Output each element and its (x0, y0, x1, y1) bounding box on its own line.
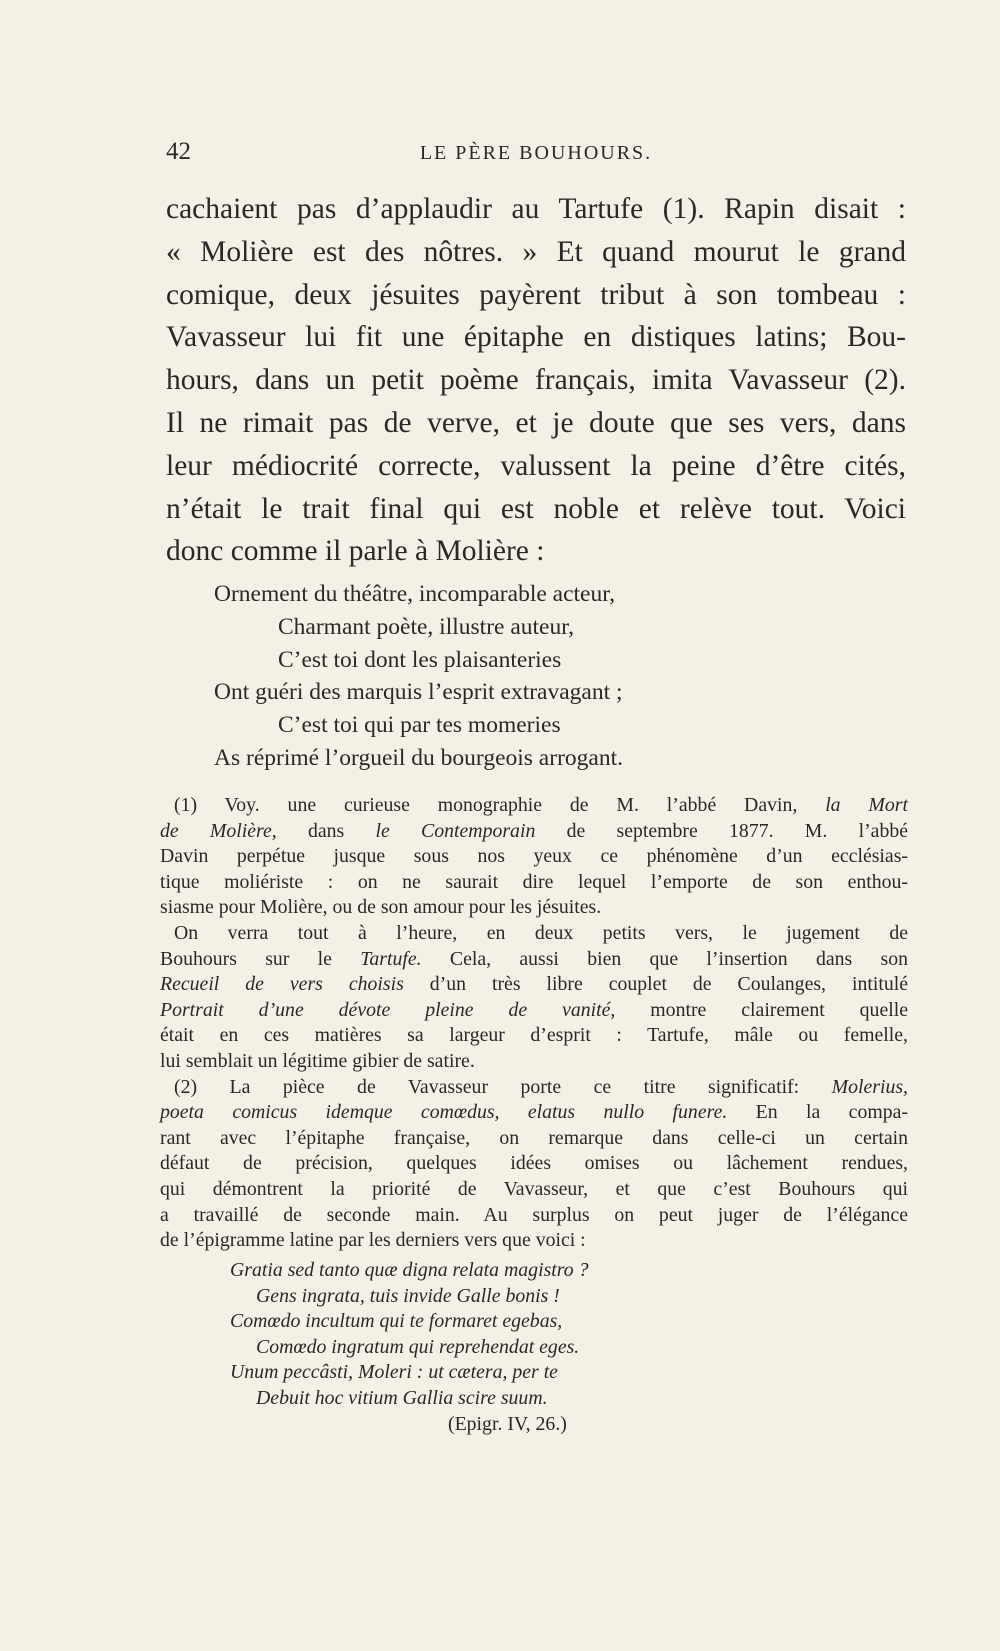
footnote-text: (1) Voy. une curieuse monographie de M. l’abbé Davin, (174, 794, 826, 816)
italic-text: Portrait d’une dévote pleine de vanité, (160, 998, 616, 1021)
footnote-text: En la compa- (727, 1101, 908, 1124)
footnote-line (160, 870, 908, 896)
footnote-text: qui démontrent la priorité de Vavasseur, et que c’est Bouhours qui (160, 1177, 908, 1200)
footnote-text: On verra tout à l’heure, en deux petits vers, le jugement de (174, 921, 908, 944)
running-title: LE PÈRE BOUHOURS. (419, 142, 653, 164)
footnote-line (160, 895, 908, 921)
footnote-line (160, 972, 908, 998)
italic-text: de Molière, (160, 819, 277, 842)
body-line: Vavasseur lui fit une épitaphe en distiques latins; Bou- (166, 321, 906, 354)
body-paragraph (166, 188, 906, 573)
footnote-text: Cela, aussi bien que l’insertion dans son (421, 947, 908, 970)
footnote-line (160, 947, 908, 973)
epigram-line: Comœdo ingratum qui reprehendat eges. (256, 1335, 580, 1358)
verse-line: Ont guéri des marquis l’esprit extravagant ; (214, 679, 623, 706)
verse-line: C’est toi dont les plaisanteries (278, 646, 562, 673)
body-line: « Molière est des nôtres. » Et quand mourut le grand (166, 235, 906, 268)
epigram-line: Gens ingrata, tuis invide Galle bonis ! (256, 1284, 560, 1307)
epigram-citation: (Epigr. IV, 26.) (448, 1412, 567, 1435)
body-line: hours, dans un petit poème français, imita Vavasseur (2). (166, 364, 906, 397)
footnote-text: dans (276, 819, 376, 842)
footnote-text: (2) La pièce de Vavasseur porte ce titre significatif: (174, 1075, 832, 1098)
verse-line: As réprimé l’orgueil du bourgeois arrogant. (214, 744, 623, 771)
footnote-text: de l’épigramme latine par les derniers vers que voici : (160, 1229, 586, 1252)
page-header (166, 138, 906, 172)
footnote-text: montre clairement quelle (615, 998, 908, 1021)
footnote-text: d’un très libre couplet de Coulanges, intitulé (403, 973, 909, 996)
footnote-line (160, 998, 908, 1024)
italic-text: la Mort (825, 794, 908, 816)
body-line: Il ne rimait pas de verve, et je doute que ses vers, dans (166, 406, 906, 439)
footnotes (160, 793, 908, 1254)
body-line: leur médiocrité correcte, valussent la peine d’être cités, (166, 449, 906, 482)
footnote-text: rant avec l’épitaphe française, on remarque dans celle-ci un certain (160, 1126, 908, 1149)
footnote-line (160, 844, 908, 870)
footnote-line (160, 1126, 908, 1152)
italic-text: Recueil de vers choisis (160, 973, 404, 996)
footnote-line (160, 1100, 908, 1126)
verse-line: C’est toi qui par tes momeries (278, 712, 561, 739)
footnote-line (160, 793, 908, 819)
page-number: 42 (166, 138, 191, 165)
footnote-line (160, 921, 908, 947)
epigram-line: Debuit hoc vitium Gallia scire suum. (256, 1386, 548, 1409)
footnote-text: lui semblait un légitime gibier de satire. (160, 1049, 475, 1072)
verse-quotation (166, 578, 906, 775)
footnote-text: a travaillé de seconde main. Au surplus on peut juger de l’élégance (160, 1203, 908, 1226)
italic-text: le Contemporain (375, 819, 536, 842)
footnote-line (160, 1203, 908, 1229)
epigram-line: Gratia sed tanto quæ digna relata magistro ? (230, 1259, 589, 1281)
footnote-line (160, 1151, 908, 1177)
body-line: comique, deux jésuites payèrent tribut à son tombeau : (166, 278, 906, 311)
epigram-line: Comœdo incultum qui te formaret egebas, (230, 1310, 563, 1333)
italic-text: poeta comicus idemque comœdus, elatus nullo funere. (160, 1101, 728, 1124)
footnote-line (160, 1075, 908, 1101)
verse-line: Charmant poète, illustre auteur, (278, 613, 574, 640)
footnote-text: de septembre 1877. M. l’abbé (535, 819, 909, 842)
footnote-text: était en ces matières sa largeur d’esprit : Tartufe, mâle ou femelle, (160, 1024, 908, 1047)
body-line: cachaient pas d’applaudir au Tartufe (1). Rapin disait : (166, 193, 906, 225)
footnote-line (160, 1228, 908, 1254)
footnote-text: tique moliériste : on ne saurait dire lequel l’emporte de son enthou- (160, 870, 908, 893)
verse-line: Ornement du théâtre, incomparable acteur, (214, 581, 615, 607)
footnote-text: défaut de précision, quelques idées omises ou lâchement rendues, (160, 1152, 908, 1175)
latin-epigram (160, 1258, 908, 1437)
body-line: n’était le trait final qui est noble et relève tout. Voici (166, 492, 906, 525)
footnote-line (160, 1049, 908, 1075)
footnote-line (160, 819, 908, 845)
footnote-text: Bouhours sur le (160, 947, 361, 970)
footnote-line (160, 1023, 908, 1049)
footnote-line (160, 1177, 908, 1203)
epigram-line: Unum peccâsti, Moleri : ut cætera, per te (230, 1361, 558, 1384)
body-line: donc comme il parle à Molière : (166, 535, 545, 568)
italic-text: Molerius, (831, 1075, 908, 1098)
footnote-text: Davin perpétue jusque sous nos yeux ce phénomène d’un ecclésias- (160, 845, 908, 868)
footnote-text: siasme pour Molière, ou de son amour pour les jésuites. (160, 896, 602, 919)
italic-text: Tartufe. (360, 947, 422, 970)
